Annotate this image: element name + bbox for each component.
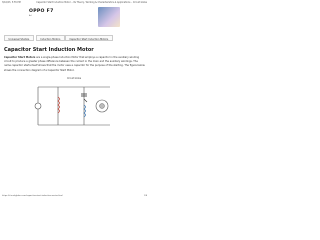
intro-bold: Capacitor Start Motors	[4, 56, 36, 59]
circuit-svg	[34, 81, 114, 131]
ad-brand: OPPO F7	[29, 9, 54, 14]
ad-phone-image	[98, 7, 120, 27]
centrifugal-switch	[84, 99, 87, 102]
intro-text: are a single-phase Induction Motor that employs a capacitor in the auxiliary winding circuit to produce a greater phase difference between the current in the main and the auxiliary windings. The name capacitor starts itself shows that the motor uses a capacitor for the purpose of the starting. The figure below shows the connection diagram of a Capacitor Start Motor.	[4, 56, 145, 72]
tab-capacitor-start[interactable]: Capacitor Start Induction Motors	[65, 35, 113, 41]
diagram-caption: Circuit Globe	[66, 77, 82, 80]
browser-header	[0, 0, 149, 6]
breadcrumb-tabs	[4, 35, 113, 41]
tab-induction-motors[interactable]: Induction Motors	[36, 35, 65, 41]
print-timestamp: 3/16/23, 5:55 PM	[2, 1, 21, 4]
advertisement-banner[interactable]	[28, 7, 121, 27]
print-page-title: Capacitor Start Induction Motor – Its Theory, Working & Characteristics & Applications – Circuit Globe	[36, 1, 147, 4]
page-title: Capacitor Start Induction Motor	[4, 47, 94, 53]
supply-source-icon	[35, 103, 41, 109]
ad-label: Ad	[29, 15, 32, 17]
print-url: https://circuitglobe.com/capacitor-start-induction-motor.html	[2, 195, 63, 197]
circuit-diagram	[34, 77, 114, 131]
browser-footer	[0, 192, 149, 198]
print-page-number: 1/8	[143, 195, 147, 197]
article-intro	[4, 56, 145, 73]
rotor-core-icon	[100, 104, 105, 109]
tab-universal-studios[interactable]: Universal Studios	[4, 35, 34, 41]
